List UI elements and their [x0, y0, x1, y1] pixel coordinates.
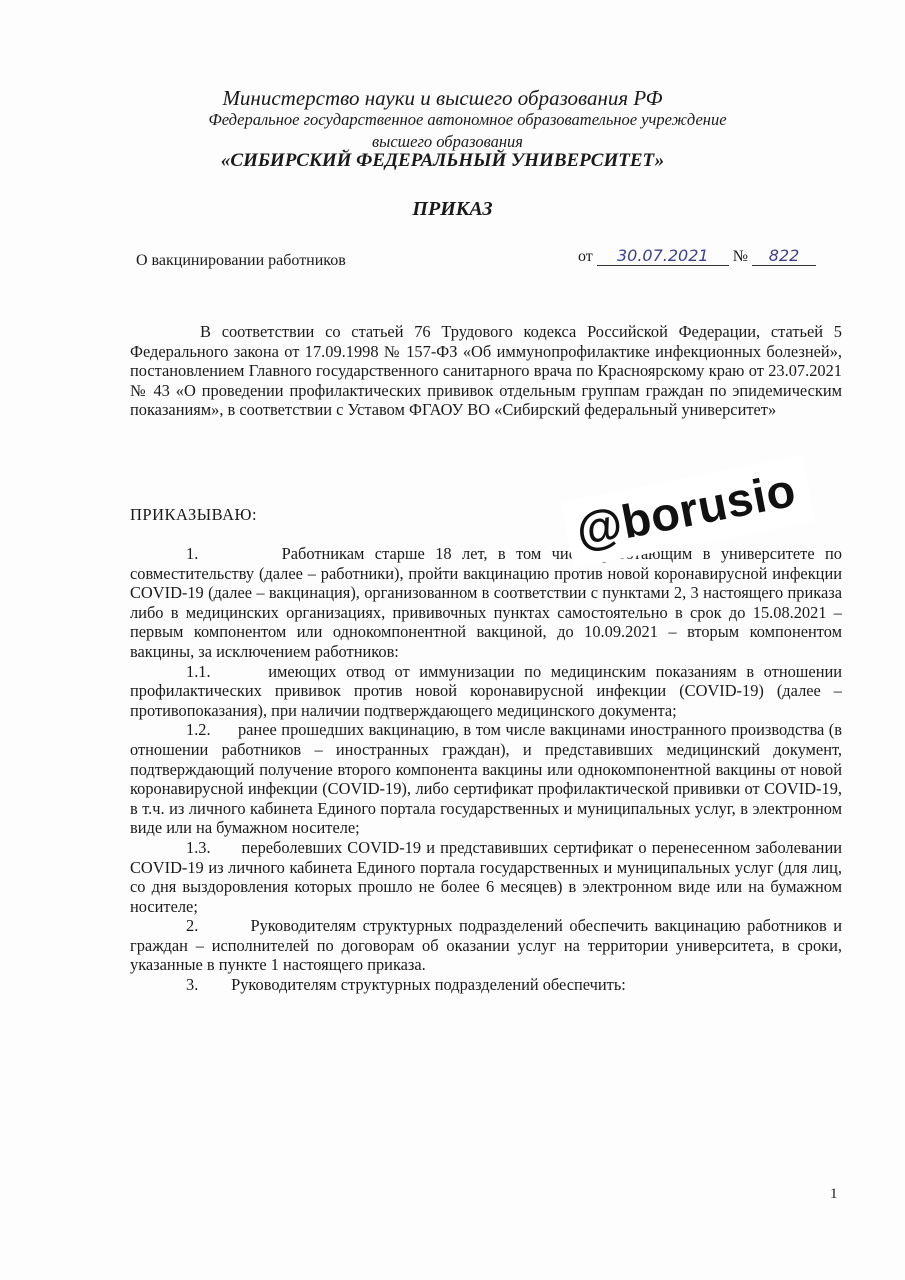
item-text: имеющих отвод от иммунизации по медицинским показаниям в отношении профилактических прививок против новой коронавирусной инфекции (COVID-19) (далее – противопоказания), при наличии подтверждающего медицинского документа;	[130, 661, 843, 720]
university-name: «СИБИРСКИЙ ФЕДЕРАЛЬНЫЙ УНИВЕРСИТЕТ»	[220, 150, 665, 171]
handwritten-number: 822	[752, 246, 816, 266]
list-item	[130, 544, 842, 662]
intro-paragraph: В соответствии со статьей 76 Трудового кодекса Российской Федерации, статьей 5 Федерального закона от 17.09.1998 № 157-ФЗ «Об иммунопрофилактике инфекционных болезней», постановлением Главного государственного санитарного врача по Красноярскому краю от 23.07.2021 № 43 «О проведении профилактических прививок отдельным группам граждан по эпидемическим показаниям», в соответствии с Уставом ФГАОУ ВО «Сибирский федеральный университет»	[130, 322, 842, 420]
list-item	[130, 720, 842, 838]
document-subject: О вакцинировании работников	[136, 252, 346, 269]
item-text: Руководителям структурных подразделений обеспечить вакцинацию работников и граждан – исполнителей по договорам об оказании услуг на территории университета, в сроки, указанные в пункте 1 настоящего приказа.	[130, 916, 842, 975]
item-number: 1.2.	[186, 720, 211, 740]
watermark-text: @borusio	[571, 462, 800, 558]
item-text: переболевших COVID-19 и представивших сертификат о перенесенном заболевании COVID-19 из личного кабинета Единого портала государственных и муниципальных услуг (для лиц, со дня выздоровления которых прошло не более 6 месяцев) в электронном виде или на бумажном носителе;	[130, 837, 842, 916]
item-number: 2.	[186, 916, 199, 936]
date-prefix: от	[578, 248, 593, 265]
item-text: Руководителям структурных подразделений обеспечить:	[231, 975, 626, 995]
item-number: 1.3.	[186, 837, 211, 857]
page-number: 1	[830, 1186, 838, 1202]
date-number-field	[578, 246, 816, 266]
number-prefix: №	[732, 248, 749, 265]
item-number: 1.1.	[186, 661, 211, 681]
document-title: ПРИКАЗ	[412, 198, 493, 220]
list-item	[130, 838, 842, 916]
list-item	[130, 916, 842, 975]
institution-line: Федеральное государственное автономное образовательное учреждение	[208, 110, 727, 129]
list-item	[130, 975, 842, 995]
institution-line-2: высшего образования	[372, 132, 523, 151]
handwritten-date: 30.07.2021	[597, 246, 729, 266]
item-text: ранее прошедших вакцинацию, в том числе вакцинами иностранного производства (в отношении работников – иностранных граждан), и представивших медицинский документ, подтверждающий получение второго компонента вакцины или однокомпонентной вакцины от новой коронавирусной инфекции (COVID-19), либо сертификат профилактической прививки от COVID-19, в т.ч. из личного кабинета Единого портала государственных и муниципальных услуг, в электронном виде или на бумажном носителе;	[130, 720, 842, 838]
ministry-line: Министерство науки и высшего образования РФ	[222, 86, 663, 110]
list-item	[130, 662, 842, 721]
item-number: 3.	[186, 975, 199, 995]
order-items	[130, 544, 842, 995]
item-number: 1.	[186, 544, 199, 563]
order-word: ПРИКАЗЫВАЮ:	[130, 505, 258, 524]
item-text: Работникам старше 18 лет, в том числе работающим в университете по совместительству (далее – работники), пройти вакцинацию против новой коронавирусной инфекции COVID-19 (далее – вакцинация), организованном в соответствии с пунктами 2, 3 настоящего приказа либо в медицинских организациях, прививочных пунктах самостоятельно в срок до 15.08.2021 – первым компонентом или однокомпонентной вакциной, до 10.09.2021 – вторым компонентом вакцины, за исключением работников:	[130, 544, 843, 661]
